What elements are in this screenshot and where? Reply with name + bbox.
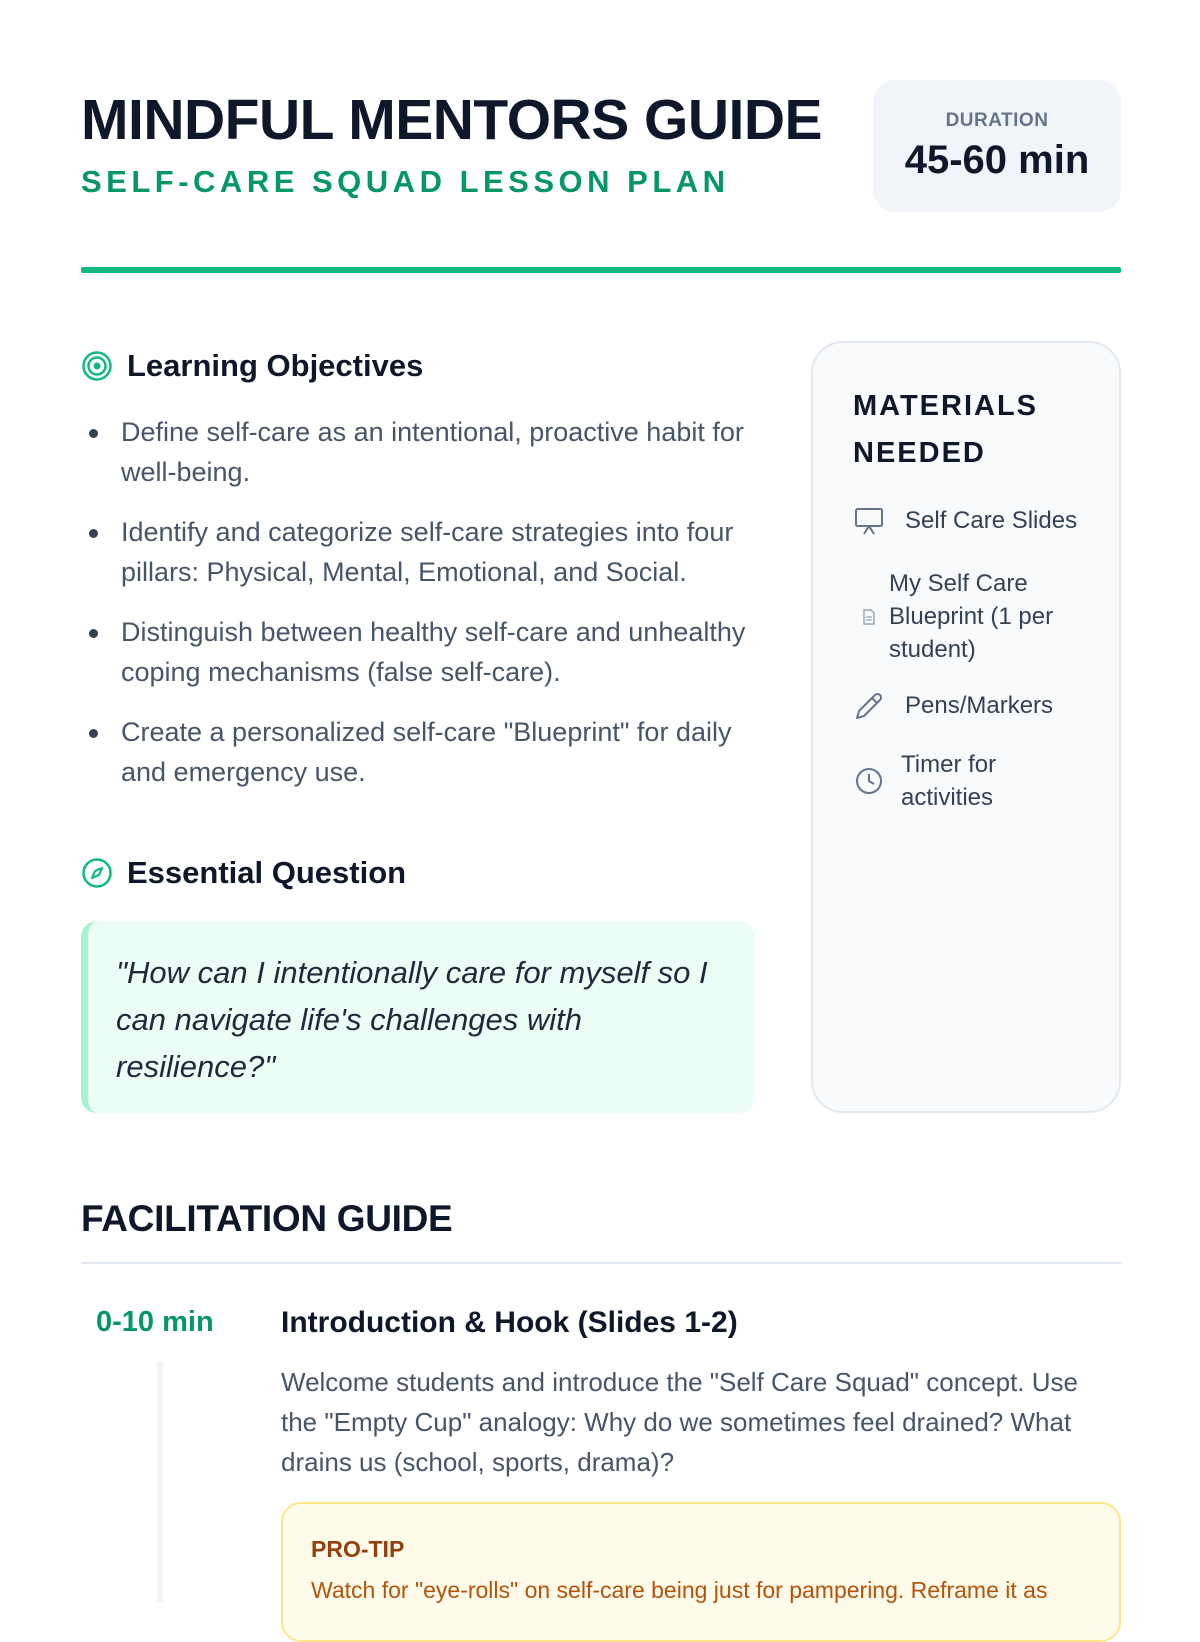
material-label: Timer for activities	[901, 751, 997, 811]
presentation-icon	[853, 505, 885, 537]
header	[81, 78, 1121, 218]
facilitation-heading: FACILITATION GUIDE	[81, 1198, 453, 1239]
pro-tip-text: Watch for "eye-rolls" on self-care being just for pampering. Reframe it as	[311, 1577, 1048, 1603]
essential-question-box	[81, 921, 755, 1113]
page-subtitle: SELF-CARE SQUAD LESSON PLAN	[81, 164, 730, 199]
objective-item: Define self-care as an intentional, proactive habit for well-being.	[81, 412, 761, 492]
essential-question-heading: Essential Question	[127, 855, 407, 890]
essential-question-header	[81, 855, 406, 891]
material-label: Self Care Slides	[905, 507, 1078, 534]
step-time: 0-10 min	[96, 1306, 214, 1338]
materials-heading: MATERIALS NEEDED	[853, 390, 1039, 469]
objectives-header	[81, 348, 423, 384]
objective-item: Create a personalized self-care "Blueprint" for daily and emergency use.	[81, 712, 761, 792]
duration-value: 45-60 min	[904, 138, 1090, 182]
lesson-plan-page	[81, 0, 1121, 1603]
clock-icon	[853, 765, 885, 797]
step-description: Welcome students and introduce the "Self Care Squad" concept. Use the "Empty Cup" analogy: Why do we sometimes feel drained? What drains us (school, sports, drama)?	[281, 1367, 1078, 1477]
page-title: MINDFUL MENTORS GUIDE	[81, 88, 823, 152]
objective-item: Identify and categorize self-care strategies into four pillars: Physical, Mental, Emotional, and Social.	[81, 512, 761, 592]
material-item	[853, 567, 1079, 666]
facilitation-divider	[81, 1262, 1121, 1264]
pro-tip-box	[281, 1502, 1121, 1642]
objectives-list	[81, 412, 761, 812]
document-icon	[853, 601, 885, 633]
material-label: My Self Care Blueprint (1 per student)	[889, 570, 1054, 663]
pro-tip-label: PRO-TIP	[311, 1536, 405, 1562]
duration-badge	[873, 80, 1121, 212]
material-label: Pens/Markers	[905, 692, 1054, 719]
objectives-heading: Learning Objectives	[127, 348, 424, 383]
pencil-icon	[853, 690, 885, 722]
target-icon	[81, 350, 113, 382]
header-divider	[81, 267, 1121, 273]
essential-question-text: "How can I intentionally care for myself so I can navigate life's challenges with resilience?"	[116, 955, 708, 1084]
timeline-line	[157, 1362, 163, 1602]
duration-label: DURATION	[945, 110, 1049, 131]
material-item	[853, 689, 1053, 722]
compass-icon	[81, 857, 113, 889]
material-item	[853, 748, 1041, 814]
step-title: Introduction & Hook (Slides 1-2)	[281, 1306, 738, 1339]
material-item	[853, 504, 1077, 537]
objective-item: Distinguish between healthy self-care and unhealthy coping mechanisms (false self-care).	[81, 612, 761, 692]
materials-card	[811, 341, 1121, 1113]
